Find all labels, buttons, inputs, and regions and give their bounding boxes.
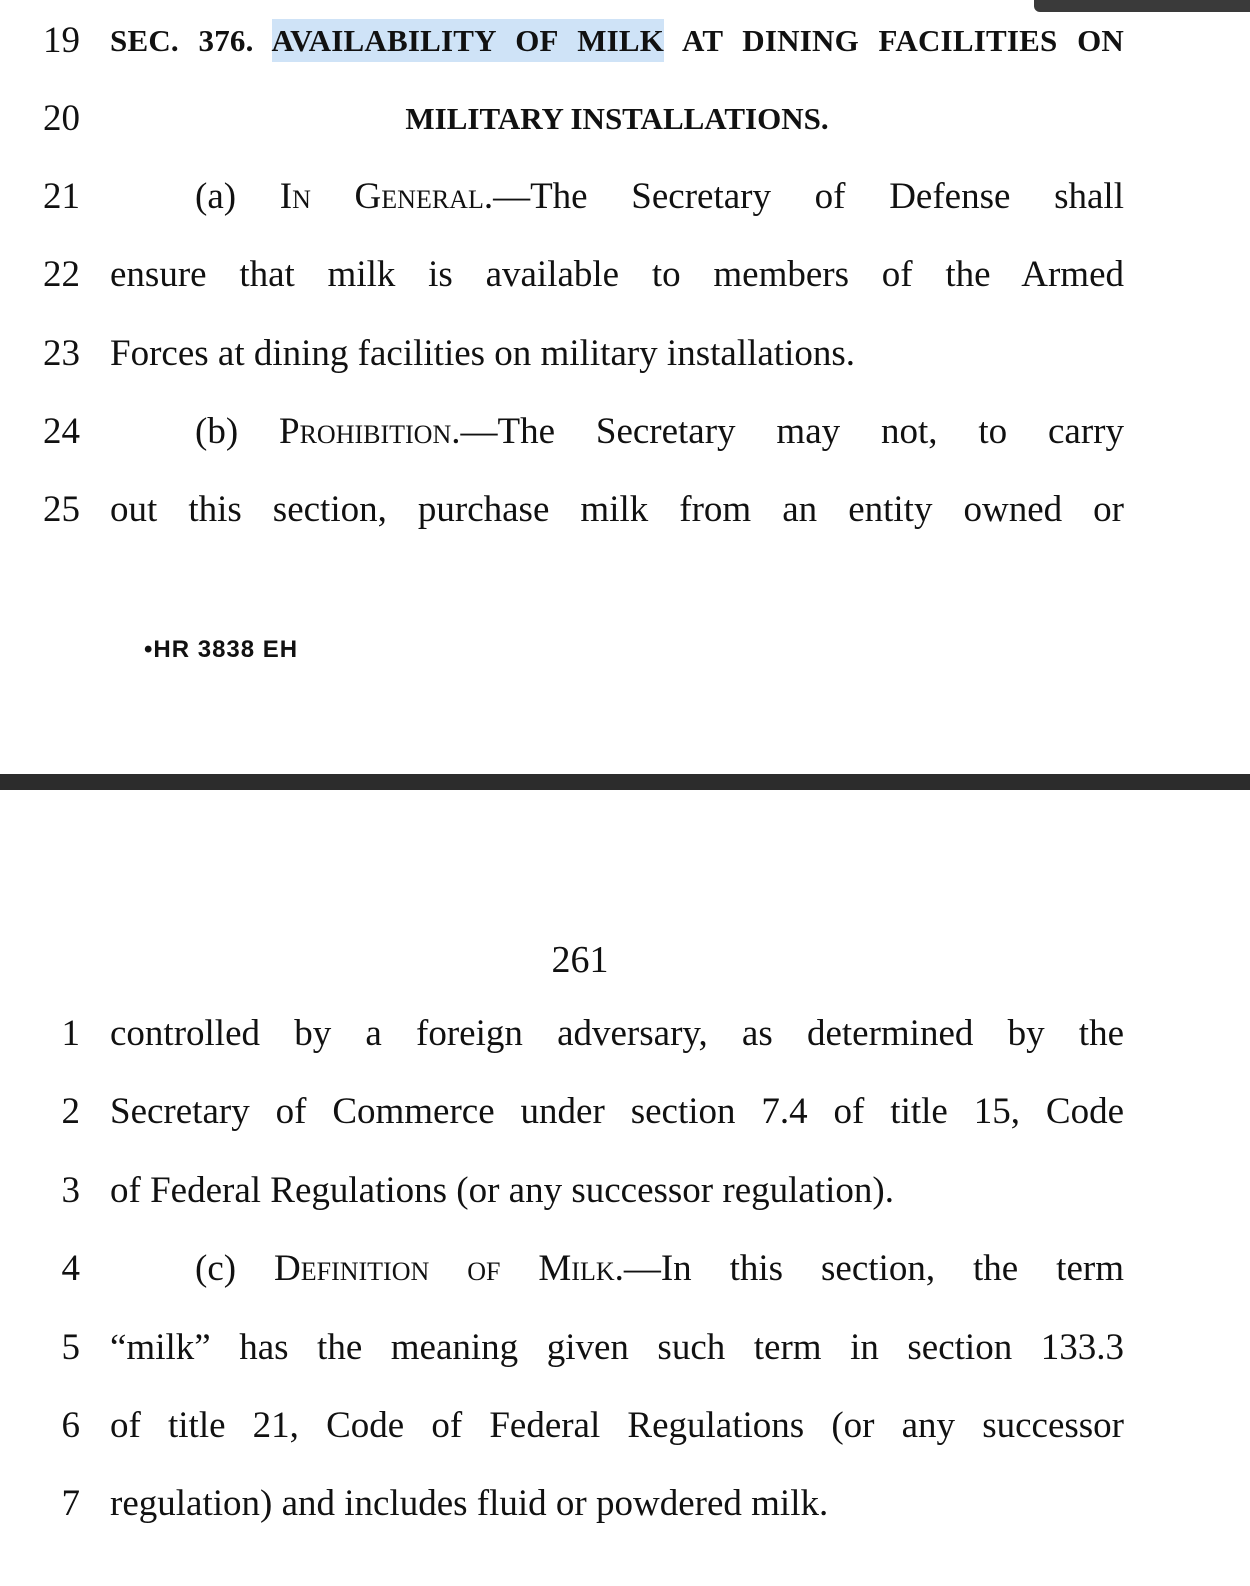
line-text[interactable]: out this section, purchase milk from an entity owned or — [110, 489, 1124, 530]
line-number: 20 — [43, 98, 80, 139]
document-line — [0, 1239, 1250, 1299]
line-number: 6 — [61, 1405, 80, 1446]
line-text[interactable]: “milk” has the meaning given such term in section 133.3 — [110, 1327, 1124, 1368]
document-line — [0, 480, 1250, 540]
line-text[interactable]: controlled by a foreign adversary, as determined by the — [110, 1013, 1124, 1054]
line-text[interactable]: of title 21, Code of Federal Regulations (or any successor — [110, 1405, 1124, 1446]
line-text[interactable]: regulation) and includes fluid or powdered milk. — [110, 1483, 829, 1524]
line-text: —The Secretary of Defense shall — [493, 176, 1124, 217]
line-number: 19 — [43, 20, 80, 61]
subsection-c[interactable] — [195, 1239, 1124, 1299]
document-line — [0, 245, 1250, 305]
line-text[interactable]: Secretary of Commerce under section 7.4 of title 15, Code — [110, 1091, 1124, 1132]
document-line — [0, 1161, 1250, 1221]
page-number: 261 — [551, 939, 609, 981]
section-heading[interactable] — [110, 11, 1124, 71]
line-number: 2 — [61, 1091, 80, 1132]
document-line — [0, 11, 1250, 71]
subsection-caption: In General. — [279, 176, 494, 217]
line-number: 23 — [43, 333, 80, 374]
line-text[interactable]: of Federal Regulations (or any successor regulation). — [110, 1170, 894, 1211]
line-number: 5 — [61, 1327, 80, 1368]
document-line — [0, 402, 1250, 462]
line-number: 25 — [43, 489, 80, 530]
line-text: —The Secretary may not, to carry — [460, 411, 1124, 452]
page-divider — [0, 774, 1250, 790]
subsection-a[interactable] — [195, 167, 1124, 227]
document-line — [0, 1082, 1250, 1142]
subsection-label: (c) — [195, 1248, 275, 1289]
line-number: 22 — [43, 254, 80, 295]
bill-footer-code: •HR 3838 EH — [144, 636, 299, 663]
line-number: 7 — [61, 1483, 80, 1524]
subsection-caption: Definition of Milk. — [274, 1248, 624, 1289]
line-number: 1 — [61, 1013, 80, 1054]
document-line — [0, 1004, 1250, 1064]
line-text[interactable]: Forces at dining facilities on military installations. — [110, 333, 856, 374]
line-text[interactable]: ensure that milk is available to members of the Armed — [110, 254, 1124, 295]
document-line — [0, 1396, 1250, 1456]
subsection-label: (a) — [195, 176, 280, 217]
document-line — [0, 167, 1250, 227]
subsection-caption: Prohibition. — [279, 411, 461, 452]
document-line — [0, 89, 1250, 149]
subsection-label: (b) — [195, 411, 279, 452]
heading-prefix: SEC. 376. — [110, 23, 272, 58]
document-line — [0, 1474, 1250, 1534]
subsection-b[interactable] — [195, 402, 1124, 462]
section-heading-continued[interactable]: MILITARY INSTALLATIONS. — [405, 101, 829, 136]
document-line — [0, 324, 1250, 384]
line-text: —In this section, the term — [623, 1248, 1124, 1289]
line-number: 21 — [43, 176, 80, 217]
heading-suffix: AT DINING FACILITIES ON — [664, 23, 1124, 58]
document-line — [0, 1318, 1250, 1378]
line-number: 3 — [61, 1170, 80, 1211]
line-number: 4 — [61, 1248, 80, 1289]
selected-text[interactable]: AVAILABILITY OF MILK — [272, 19, 665, 62]
line-number: 24 — [43, 411, 80, 452]
